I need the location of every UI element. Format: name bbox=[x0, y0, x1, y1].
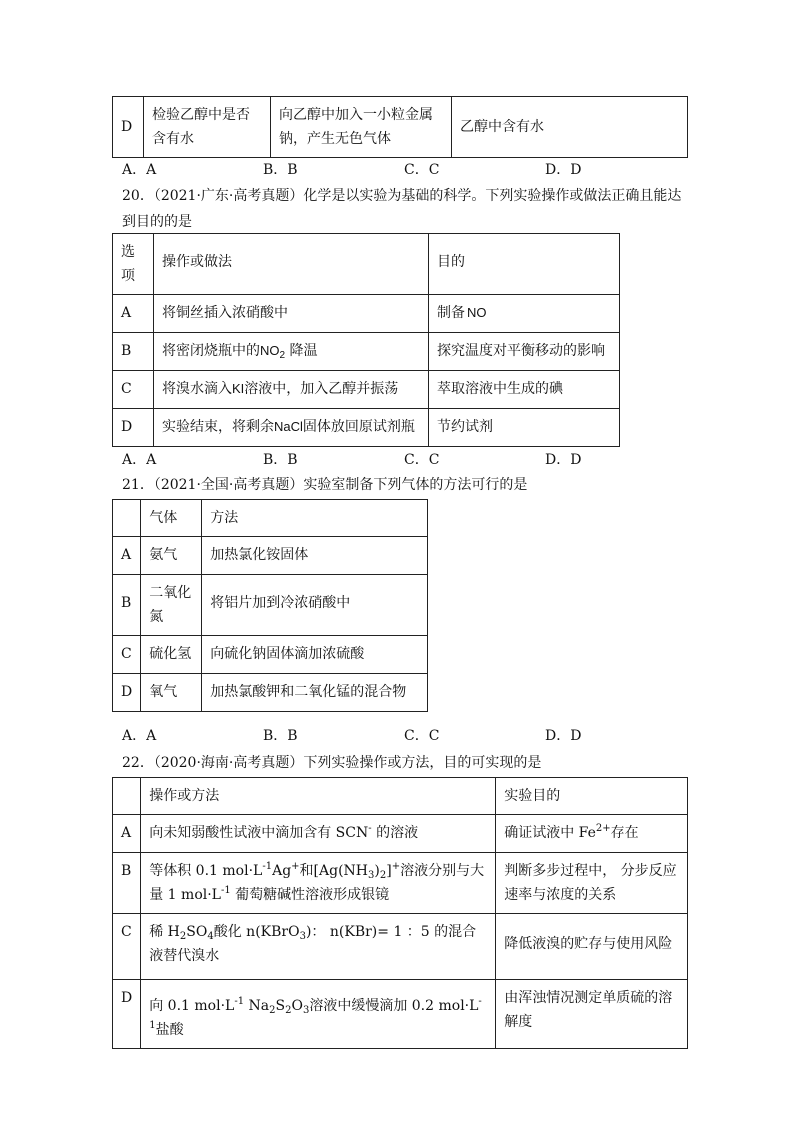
table-header bbox=[113, 778, 688, 815]
goal-text: 确证试液中 Fe bbox=[504, 825, 596, 841]
cell-operation: 向乙醇中加入一小粒金属钠，产生无色气体 bbox=[279, 107, 433, 147]
op-text: ) bbox=[374, 863, 380, 879]
cell-purpose: 检验乙醇中是否含有水 bbox=[152, 107, 250, 147]
row-label: D bbox=[121, 684, 133, 700]
table-header bbox=[113, 234, 620, 295]
sup: -1 bbox=[220, 885, 231, 896]
cell-goal: 萃取溶液中生成的碘 bbox=[437, 381, 563, 397]
cell-method: 将铝片加到冷浓硝酸中 bbox=[210, 595, 351, 611]
op-text: 盐酸 bbox=[155, 1022, 184, 1038]
header-goal: 实验目的 bbox=[504, 788, 561, 804]
cell-operation: 将铜丝插入浓硝酸中 bbox=[162, 305, 288, 321]
option-b[interactable]: B．B bbox=[263, 452, 298, 468]
sup: 2+ bbox=[595, 823, 611, 834]
op-text: 向未知弱酸性试液中滴加含有 SCN bbox=[149, 825, 369, 841]
sub: 4 bbox=[207, 931, 214, 942]
q19-table bbox=[112, 96, 688, 158]
option-c[interactable]: C．C bbox=[404, 452, 440, 468]
goal-text: 制备 bbox=[437, 305, 465, 321]
op-text: 酸化 n(KBrO bbox=[213, 924, 300, 940]
cell-operation bbox=[141, 980, 495, 1048]
cell-operation bbox=[154, 333, 428, 369]
q22-table bbox=[112, 777, 688, 1049]
op-text: 固体放回原试剂瓶 bbox=[302, 419, 415, 435]
cell-goal: 判断多步过程中， 分步反应速率与浓度的关系 bbox=[504, 863, 677, 903]
sub: 3 bbox=[368, 870, 375, 881]
row-label: D bbox=[121, 119, 133, 135]
op-text: )： n(KBr)= 1 ：5 的混合液替代溴水 bbox=[149, 924, 477, 964]
formula-ki: KI bbox=[232, 381, 245, 396]
table-row bbox=[113, 815, 688, 853]
cell-operation bbox=[141, 853, 495, 913]
table-row bbox=[113, 636, 428, 674]
sup: -1 bbox=[262, 861, 273, 872]
op-text: 葡萄糖碱性溶液形成银镜 bbox=[230, 887, 390, 903]
table-row bbox=[113, 295, 620, 333]
row-label: A bbox=[121, 547, 132, 563]
table-row bbox=[113, 333, 620, 371]
q20-table bbox=[112, 233, 620, 447]
sub: 3 bbox=[299, 931, 306, 942]
row-label: C bbox=[121, 646, 132, 662]
cell-goal: 节约试剂 bbox=[437, 419, 493, 435]
cell-gas: 二氧化氮 bbox=[149, 585, 192, 625]
row-label: C bbox=[121, 381, 132, 397]
goal-text: 存在 bbox=[610, 825, 639, 841]
op-text: 降温 bbox=[289, 343, 318, 359]
sup: - bbox=[368, 823, 372, 834]
formula-nacl: NaCl bbox=[274, 419, 303, 434]
table-row bbox=[113, 853, 688, 914]
formula-no2 bbox=[260, 343, 286, 361]
row-label: A bbox=[121, 305, 132, 321]
row-label: A bbox=[121, 825, 132, 841]
row-label: C bbox=[121, 924, 132, 940]
cell-goal: 降低液溴的贮存与使用风险 bbox=[504, 936, 673, 952]
sup: -1 bbox=[149, 996, 482, 1031]
header-blank bbox=[113, 778, 140, 790]
option-a[interactable]: A．A bbox=[122, 162, 157, 178]
cell-method: 向硫化钠固体滴加浓硫酸 bbox=[210, 646, 365, 662]
q21-options bbox=[122, 725, 686, 745]
header-blank bbox=[113, 500, 140, 512]
q20-options bbox=[122, 449, 686, 469]
header-operation: 操作或做法 bbox=[162, 254, 232, 270]
q22-stem: 22．（2020·海南·高考真题）下列实验操作或方法，目的可实现的是 bbox=[122, 755, 542, 771]
option-d[interactable]: D．D bbox=[545, 728, 582, 744]
op-text: 的溶液 bbox=[371, 825, 419, 841]
op-text: 溶液分别与大量 1 mol·L bbox=[149, 863, 485, 903]
cell-goal bbox=[429, 295, 619, 331]
row-label: D bbox=[121, 419, 133, 435]
table-row bbox=[113, 674, 428, 712]
op-text: 稀 H bbox=[149, 924, 180, 940]
option-a[interactable]: A．A bbox=[122, 728, 157, 744]
table-row bbox=[113, 409, 620, 447]
header-goal: 目的 bbox=[437, 254, 465, 270]
sup: -1 bbox=[234, 996, 245, 1007]
op-text: 向 0.1 mol·L bbox=[149, 998, 235, 1014]
table-row bbox=[113, 575, 428, 636]
cell-operation bbox=[141, 815, 495, 851]
cell-gas: 氨气 bbox=[149, 547, 178, 563]
sub: 2 bbox=[285, 1005, 292, 1016]
option-b[interactable]: B．B bbox=[263, 728, 298, 744]
option-d[interactable]: D．D bbox=[545, 452, 582, 468]
cell-goal bbox=[496, 815, 687, 851]
cell-goal: 由浑浊情况测定单质硫的溶解度 bbox=[504, 990, 673, 1030]
header-option: 选项 bbox=[121, 244, 135, 284]
q21-stem: 21．（2021·全国·高考真题）实验室制备下列气体的方法可行的是 bbox=[122, 477, 528, 493]
q21-table bbox=[112, 499, 428, 712]
formula-sub: 2 bbox=[279, 350, 286, 361]
cell-method: 加热氯酸钾和二氧化锰的混合物 bbox=[210, 684, 407, 700]
op-text: O bbox=[291, 998, 303, 1014]
cell-operation bbox=[141, 914, 495, 974]
sub: 3 bbox=[302, 1005, 310, 1016]
op-text: SO bbox=[186, 924, 208, 940]
op-text: 溶液中缓慢滴加 0.2 mol·L bbox=[309, 998, 479, 1014]
op-text: 将溴水滴入 bbox=[162, 381, 232, 397]
op-text: 溶液中，加入乙醇并振荡 bbox=[244, 381, 399, 397]
cell-operation bbox=[154, 371, 428, 407]
op-text: Na bbox=[244, 998, 270, 1014]
op-text: 等体积 0.1 mol·L bbox=[149, 863, 263, 879]
option-b[interactable]: B．B bbox=[263, 162, 298, 178]
row-label: B bbox=[121, 595, 132, 611]
table-row bbox=[113, 980, 688, 1049]
formula-no: NO bbox=[467, 305, 487, 320]
row-label: B bbox=[121, 863, 132, 879]
sub: 2 bbox=[379, 870, 387, 881]
header-gas: 气体 bbox=[149, 510, 178, 526]
formula-symbol: NO bbox=[260, 343, 280, 358]
op-text: Ag bbox=[272, 863, 292, 879]
option-d[interactable]: D．D bbox=[545, 162, 582, 178]
cell-goal: 探究温度对平衡移动的影响 bbox=[437, 343, 605, 359]
cell-operation bbox=[154, 409, 428, 445]
op-text: S bbox=[275, 998, 286, 1014]
table-row bbox=[113, 914, 688, 980]
q20-stem: 20．（2021·广东·高考真题）化学是以实验为基础的科学。下列实验操作或做法正确且能达到目的的是 bbox=[122, 188, 682, 230]
row-label: D bbox=[121, 990, 133, 1006]
sup: + bbox=[291, 861, 300, 872]
table-row bbox=[113, 97, 688, 158]
option-c[interactable]: C．C bbox=[404, 728, 440, 744]
q19-options bbox=[122, 159, 686, 179]
option-a[interactable]: A．A bbox=[122, 452, 157, 468]
op-text: 实验结束，将剩余 bbox=[162, 419, 274, 435]
header-operation: 操作或方法 bbox=[149, 788, 220, 804]
sup: + bbox=[391, 861, 401, 872]
option-c[interactable]: C．C bbox=[404, 162, 440, 178]
sub: 2 bbox=[179, 931, 187, 942]
table-header bbox=[113, 500, 428, 537]
table-row bbox=[113, 537, 428, 575]
cell-gas: 氧气 bbox=[149, 684, 178, 700]
header-method: 方法 bbox=[210, 510, 239, 526]
row-label: B bbox=[121, 343, 132, 359]
cell-method: 加热氯化铵固体 bbox=[210, 547, 309, 563]
sub: 2 bbox=[269, 1005, 276, 1016]
table-row bbox=[113, 371, 620, 409]
op-text: ] bbox=[386, 863, 392, 879]
cell-gas: 硫化氢 bbox=[149, 646, 192, 662]
op-text: 和[Ag(NH bbox=[299, 863, 369, 879]
op-text: 将密闭烧瓶中的 bbox=[162, 343, 260, 359]
cell-conclusion: 乙醇中含有水 bbox=[460, 119, 544, 135]
